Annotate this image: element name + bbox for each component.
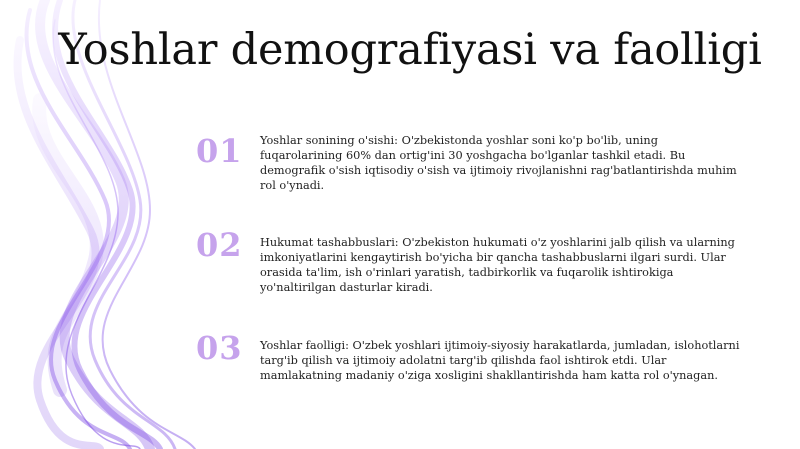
page-title: Yoshlar demografiyasi va faolligi	[58, 25, 762, 75]
item-number: 01	[196, 132, 243, 170]
item-number: 02	[196, 226, 243, 264]
item-text: Yoshlar faolligi: O'zbek yoshlari ijtimoiy-siyosiy harakatlarda, jumladan, islohotlarni targ'ib qilish va ijtimoiy adolatni targ'ib qilishda faol ishtirok etdi. Ular mamlakatning madaniy o'ziga xosligini shakllantirishda ham katta rol o'ynagan.	[260, 339, 740, 382]
item-number: 03	[196, 329, 243, 367]
item-text: Hukumat tashabbuslari: O'zbekiston hukumati o'z yoshlarini jalb qilish va ularning imkoniyatlarini kengaytirish bo'yicha bir qancha tashabbuslarni ilgari surdi. Ular orasida ta'lim, ish o'rinlari yaratish, tadbirkorlik va fuqarolik ishtirokiga yo'naltirilgan dasturlar kiradi.	[260, 236, 735, 294]
item-text: Yoshlar sonining o'sishi: O'zbekistonda yoshlar soni ko'p bo'lib, uning fuqarolarining 60% dan ortig'ini 30 yoshgacha bo'lganlar tashkil etadi. Bu demografik o'sish iqtisodiy o'sish va ijtimoiy rivojlanishni rag'batlantirishda muhim rol o'ynadi.	[260, 134, 737, 192]
